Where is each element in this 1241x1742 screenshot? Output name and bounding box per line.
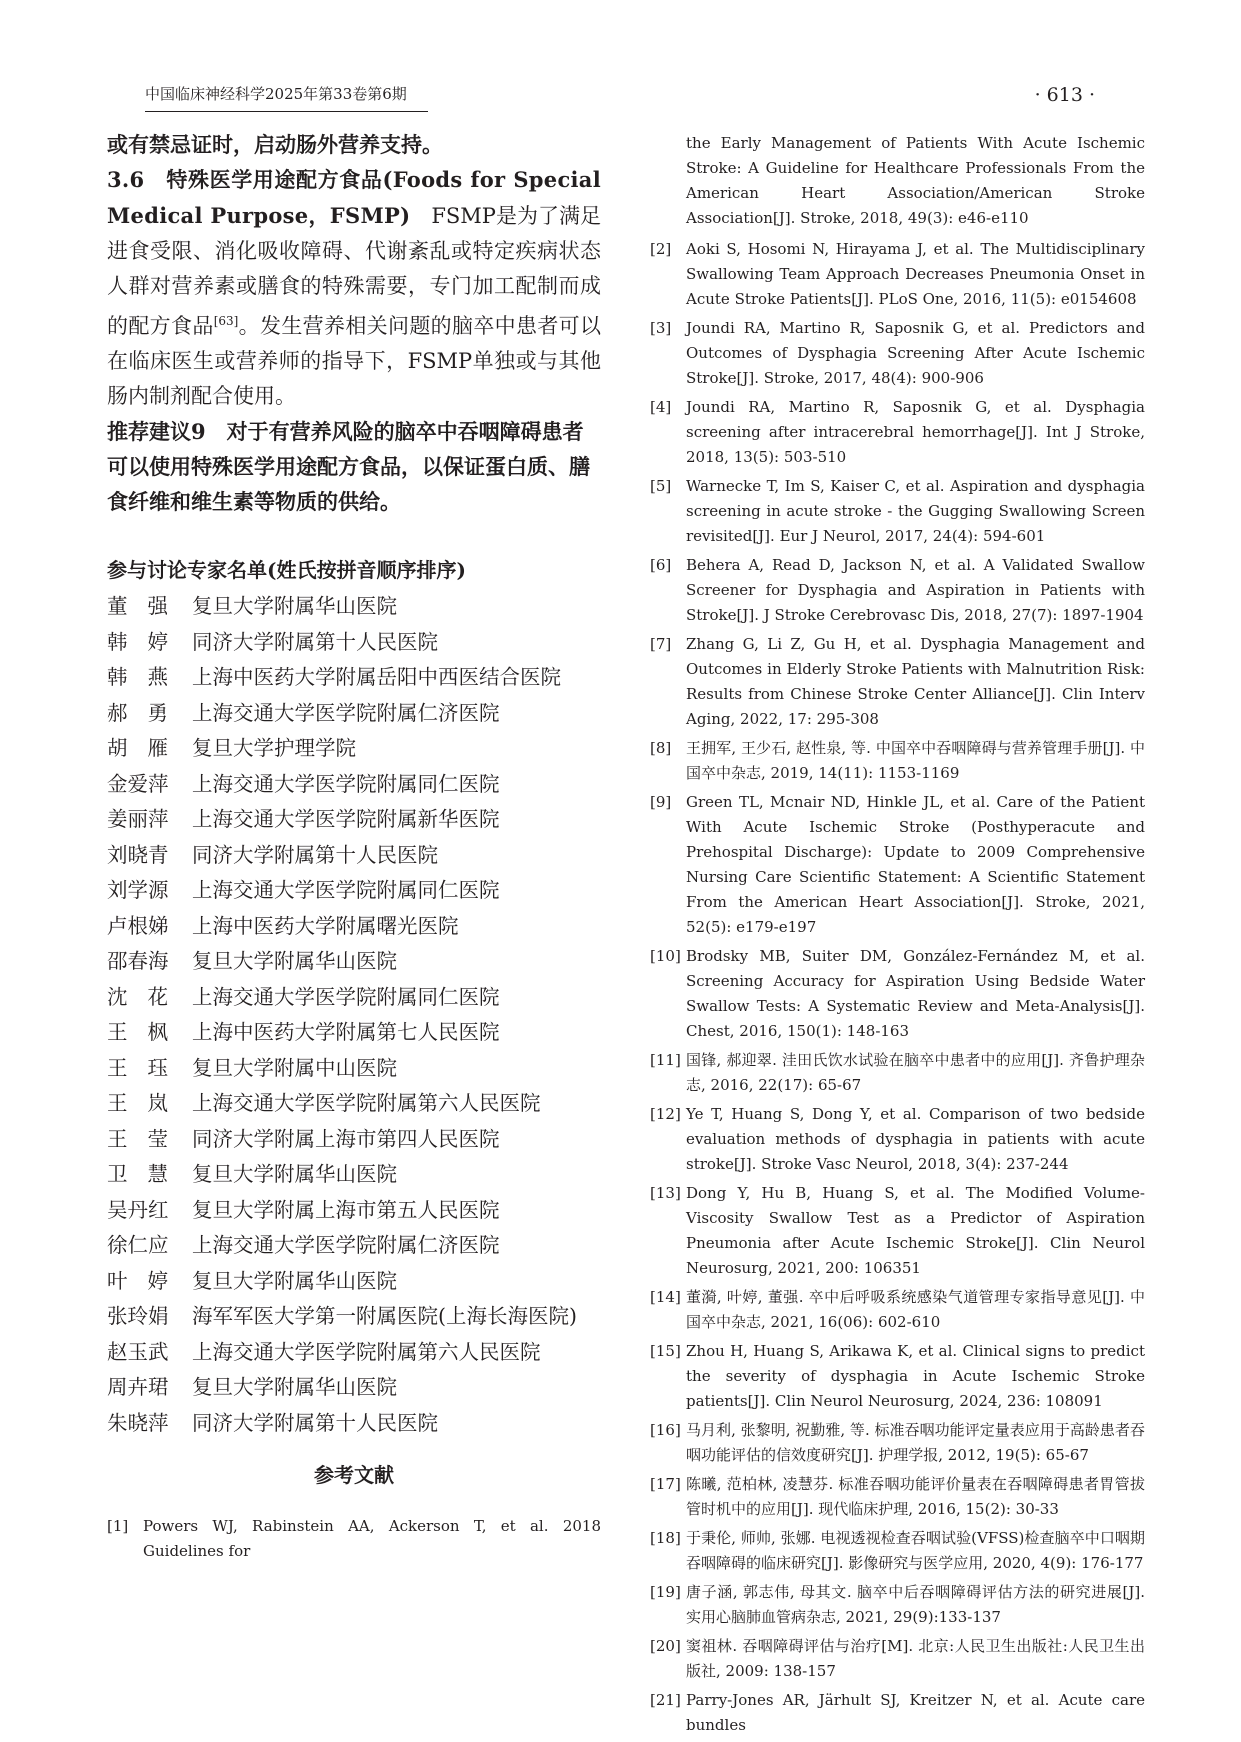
reference-number: [2]: [650, 240, 672, 258]
expert-row: [107, 1051, 601, 1087]
reference-number: [12]: [650, 1105, 681, 1123]
reference-number: [4]: [650, 398, 672, 416]
expert-row: [107, 944, 601, 980]
expert-name: 王珏: [107, 1055, 188, 1080]
expert-row: [107, 980, 601, 1016]
expert-name: 韩婷: [107, 629, 188, 654]
expert-name: 郝勇: [107, 700, 188, 725]
reference-text: 国锋, 郝迎翠. 洼田氏饮水试验在脑卒中患者中的应用[J]. 齐鲁护理杂志, 2016, 22(17): 65-67: [686, 1051, 1145, 1094]
reference-number: [3]: [650, 319, 672, 337]
running-header-journal: 中国临床神经科学2025年第33卷第6期: [145, 83, 428, 112]
expert-hospital: 复旦大学附属华山医院: [192, 1375, 397, 1399]
reference-text: Green TL, Mcnair ND, Hinkle JL, et al. Care of the Patient With Acute Ischemic Stroke (Posthyperacute and Prehospital Discharge): Update to 2009 Comprehensive Nursing Care Scientific Statement: A Scientific Statement From the American Heart Association[J]. Stroke, 2021, 52(5): e179-e197: [686, 793, 1145, 936]
expert-row: [107, 802, 601, 838]
reference-text: 于秉伦, 师帅, 张娜. 电视透视检查吞咽试验(VFSS)检查脑卒中口咽期吞咽障碍的临床研究[J]. 影像研究与医学应用, 2020, 4(9): 176-177: [686, 1529, 1145, 1572]
expert-name: 周卉珺: [107, 1375, 169, 1399]
expert-row: [107, 1193, 601, 1229]
expert-row: [107, 1015, 601, 1051]
reference-text: Zhang G, Li Z, Gu H, et al. Dysphagia Management and Outcomes in Elderly Stroke Patients with Malnutrition Risk: Results from Chinese Stroke Center Alliance[J]. Clin Interv Aging, 2022, 17: 295-308: [686, 635, 1145, 728]
expert-name: 刘晓青: [107, 842, 169, 867]
expert-row: [107, 838, 601, 874]
expert-row: [107, 660, 601, 696]
reference-item: [650, 1472, 1145, 1522]
expert-name: 邵春海: [107, 949, 169, 973]
reference-text: Joundi RA, Martino R, Saposnik G, et al. Predictors and Outcomes of Dysphagia Screening After Acute Ischemic Stroke[J]. Stroke, 2017, 48(4): 900-906: [686, 319, 1145, 387]
reference-text: Dong Y, Hu B, Huang S, et al. The Modified Volume-Viscosity Swallow Test as a Predictor of Aspiration Pneumonia after Acute Ischemic Stroke[J]. Clin Neurol Neurosurg, 2021, 200: 106351: [686, 1184, 1145, 1277]
expert-hospital: 上海交通大学医学院附属仁济医院: [192, 700, 500, 725]
expert-hospital: 上海中医药大学附属曙光医院: [192, 913, 459, 938]
reference-number: [17]: [650, 1475, 681, 1493]
section-3-6-text-2: 。发生营养相关问题的脑卒中患者可以在临床医生或营养师的指导下，FSMP单独或与其他肠内制剂配合使用。: [107, 314, 602, 408]
expert-hospital: 复旦大学附属华山医院: [192, 1162, 397, 1186]
reference-item: [650, 474, 1145, 549]
expert-name: 金爱萍: [107, 771, 169, 796]
reference-number: [14]: [650, 1288, 681, 1306]
reference-text: Zhou H, Huang S, Arikawa K, et al. Clinical signs to predict the severity of dysphagia in Acute Ischemic Stroke patients[J]. Clin Neurol Neurosurg, 2024, 236: 108091: [686, 1342, 1145, 1410]
reference-text: Parry-Jones AR, Järhult SJ, Kreitzer N, et al. Acute care bundles: [686, 1691, 1145, 1734]
reference-item: [650, 1580, 1145, 1630]
reference-item: [650, 1339, 1145, 1414]
expert-name: 刘学源: [107, 878, 169, 902]
expert-hospital: 复旦大学附属华山医院: [192, 949, 397, 973]
expert-row: [107, 1228, 601, 1264]
reference-number: [13]: [650, 1184, 681, 1202]
expert-name: 朱晓萍: [107, 1410, 169, 1435]
expert-hospital: 上海交通大学医学院附属同仁医院: [192, 984, 500, 1009]
reference-item: [650, 1526, 1145, 1576]
expert-row: [107, 1264, 601, 1300]
reference-1-continued: the Early Management of Patients With Acute Ischemic Stroke: A Guideline for Healthcare Professionals From the American Heart Association/American Stroke Association[J]. Stroke, 2018, 49(3): e46-e110: [686, 134, 1145, 227]
reference-item: [650, 790, 1145, 940]
expert-row: [107, 1157, 601, 1193]
expert-row: [107, 1370, 601, 1406]
expert-name: 吴丹红: [107, 1197, 169, 1222]
right-column: [650, 131, 1145, 1742]
reference-text: Joundi RA, Martino R, Saposnik G, et al. Dysphagia screening after intracerebral hemorrhage[J]. Int J Stroke, 2018, 13(5): 503-510: [686, 398, 1145, 466]
reference-item: [650, 395, 1145, 470]
reference-number: [6]: [650, 556, 672, 574]
reference-number: [15]: [650, 1342, 681, 1360]
reference-item: [650, 553, 1145, 628]
expert-row: [107, 1299, 601, 1335]
expert-hospital: 复旦大学护理学院: [192, 736, 356, 760]
expert-name: 叶婷: [107, 1268, 188, 1293]
expert-name: 赵玉武: [107, 1339, 169, 1364]
reference-text: 马月利, 张黎明, 祝勤雅, 等. 标准吞咽功能评定量表应用于高龄患者吞咽功能评估的信效度研究[J]. 护理学报, 2012, 19(5): 65-67: [686, 1421, 1145, 1464]
reference-number: [21]: [650, 1691, 681, 1709]
reference-number: [10]: [650, 947, 681, 965]
reference-text: 王拥军, 王少石, 赵性泉, 等. 中国卒中吞咽障碍与营养管理手册[J]. 中国卒中杂志, 2019, 14(11): 1153-1169: [686, 739, 1145, 782]
reference-item: [650, 316, 1145, 391]
reference-item: [650, 1688, 1145, 1738]
reference-item: [650, 237, 1145, 312]
expert-hospital: 上海交通大学医学院附属第六人民医院: [192, 1339, 541, 1364]
expert-row: [107, 625, 601, 661]
reference-text: 唐子涵, 郭志伟, 母其文. 脑卒中后吞咽障碍评估方法的研究进展[J]. 实用心脑肺血管病杂志, 2021, 29(9):133-137: [686, 1583, 1145, 1626]
expert-row: [107, 1086, 601, 1122]
reference-number: [19]: [650, 1583, 681, 1601]
reference-item: [650, 1285, 1145, 1335]
expert-hospital: 上海交通大学医学院附属同仁医院: [192, 771, 500, 796]
reference-number: [5]: [650, 477, 672, 495]
reference-text: 陈曦, 范柏林, 凌慧芬. 标准吞咽功能评价量表在吞咽障碍患者胃管拔管时机中的应用[J]. 现代临床护理, 2016, 15(2): 30-33: [686, 1475, 1145, 1518]
reference-item: [650, 1048, 1145, 1098]
reference-text: Behera A, Read D, Jackson N, et al. A Validated Swallow Screener for Dysphagia and Aspiration in Patients with Stroke[J]. J Stroke Cerebrovasc Dis, 2018, 27(7): 1897-1904: [686, 556, 1145, 624]
reference-item: [107, 1514, 601, 1564]
reference-text: Ye T, Huang S, Dong Y, et al. Comparison of two bedside evaluation methods of dysphagia in patients with acute stroke[J]. Stroke Vasc Neurol, 2018, 3(4): 237-244: [686, 1105, 1145, 1173]
expert-row: [107, 589, 601, 625]
expert-hospital: 同济大学附属第十人民医院: [192, 629, 438, 654]
reference-text: 董漪, 叶婷, 董强. 卒中后呼吸系统感染气道管理专家指导意见[J]. 中国卒中杂志, 2021, 16(06): 602-610: [686, 1288, 1145, 1331]
references-heading: 参考文献: [314, 1463, 394, 1487]
expert-row: [107, 873, 601, 909]
expert-row: [107, 909, 601, 945]
experts-heading: 参与讨论专家名单(姓氏按拼音顺序排序): [107, 558, 466, 582]
expert-name: 卫慧: [107, 1162, 188, 1186]
experts-list: [107, 589, 601, 1441]
expert-name: 王莹: [107, 1126, 188, 1151]
expert-hospital: 复旦大学附属华山医院: [192, 1268, 397, 1293]
expert-name: 胡雁: [107, 736, 188, 760]
expert-hospital: 上海交通大学医学院附属仁济医院: [192, 1233, 500, 1257]
reference-number: [11]: [650, 1051, 681, 1069]
reference-number: [1]: [107, 1517, 129, 1535]
reference-number: [16]: [650, 1421, 681, 1439]
expert-hospital: 上海交通大学医学院附属新华医院: [192, 807, 500, 831]
expert-name: 董强: [107, 594, 188, 618]
expert-row: [107, 696, 601, 732]
citation-63: [63]: [213, 314, 239, 328]
reference-number: [20]: [650, 1637, 681, 1655]
reference-number: [8]: [650, 739, 672, 757]
reference-item: [650, 1102, 1145, 1177]
reference-item: [650, 1634, 1145, 1684]
reference-text: Warnecke T, Im S, Kaiser C, et al. Aspiration and dysphagia screening in acute stroke - the Gugging Swallowing Screen revisited[J]. Eur J Neurol, 2017, 24(4): 594-601: [686, 477, 1145, 545]
reference-text: Powers WJ, Rabinstein AA, Ackerson T, et al. 2018 Guidelines for: [143, 1517, 601, 1560]
reference-text: 窦祖林. 吞咽障碍评估与治疗[M]. 北京:人民卫生出版社:人民卫生出版社, 2009: 138-157: [686, 1637, 1145, 1680]
expert-hospital: 同济大学附属第十人民医院: [192, 842, 438, 867]
reference-item: [650, 632, 1145, 732]
expert-row: [107, 1406, 601, 1442]
expert-row: [107, 731, 601, 767]
expert-hospital: 复旦大学附属上海市第五人民医院: [192, 1197, 500, 1222]
expert-name: 韩燕: [107, 665, 188, 689]
expert-hospital: 上海交通大学医学院附属第六人民医院: [192, 1091, 541, 1115]
expert-name: 沈花: [107, 984, 188, 1009]
expert-hospital: 海军军医大学第一附属医院(上海长海医院): [192, 1304, 577, 1328]
expert-hospital: 同济大学附属上海市第四人民医院: [192, 1126, 500, 1151]
expert-row: [107, 1122, 601, 1158]
recommendation-9: 推荐建议9 对于有营养风险的脑卒中吞咽障碍患者可以使用特殊医学用途配方食品，以保证蛋白质、膳食纤维和维生素等物质的供给。: [107, 419, 590, 514]
section-3-6-heading: 3.6 特殊医学用途配方食品(Foods for Special Medical Purpose，FSMP): [107, 167, 601, 228]
expert-name: 姜丽萍: [107, 807, 169, 831]
expert-name: 王岚: [107, 1091, 188, 1115]
section-3-6: [107, 162, 601, 414]
expert-name: 卢根娣: [107, 913, 169, 938]
expert-hospital: 上海中医药大学附属第七人民医院: [192, 1020, 500, 1044]
expert-row: [107, 1335, 601, 1371]
reference-item: [650, 1418, 1145, 1468]
reference-item: [650, 944, 1145, 1044]
reference-number: [7]: [650, 635, 672, 653]
paragraph-parenteral: 或有禁忌证时，启动肠外营养支持。: [107, 132, 443, 157]
expert-hospital: 上海交通大学医学院附属同仁医院: [192, 878, 500, 902]
reference-item: [650, 1181, 1145, 1281]
reference-number: [18]: [650, 1529, 681, 1547]
reference-text: Aoki S, Hosomi N, Hirayama J, et al. The Multidisciplinary Swallowing Team Approach Decreases Pneumonia Onset in Acute Stroke Patients[J]. PLoS One, 2016, 11(5): e0154608: [686, 240, 1145, 308]
expert-hospital: 复旦大学附属华山医院: [192, 594, 397, 618]
expert-hospital: 同济大学附属第十人民医院: [192, 1410, 438, 1435]
reference-number: [9]: [650, 793, 672, 811]
reference-item: [650, 736, 1145, 786]
expert-name: 王枫: [107, 1020, 188, 1044]
reference-text: Brodsky MB, Suiter DM, González-Fernández M, et al. Screening Accuracy for Aspiration Using Bedside Water Swallow Tests: A Systematic Review and Meta-Analysis[J]. Chest, 2016, 150(1): 148-163: [686, 947, 1145, 1040]
section-3-6-text: FSMP是为了满足进食受限、消化吸收障碍、代谢紊乱或特定疾病状态人群对营养素或膳食的特殊需要，专门加工配制而成的配方食品: [107, 204, 601, 338]
left-column: [107, 128, 601, 1568]
expert-hospital: 复旦大学附属中山医院: [192, 1055, 397, 1080]
expert-name: 张玲娟: [107, 1304, 169, 1328]
expert-name: 徐仁应: [107, 1233, 169, 1257]
expert-hospital: 上海中医药大学附属岳阳中西医结合医院: [192, 665, 561, 689]
references-list: [650, 237, 1145, 1738]
page-number: · 613 ·: [1034, 84, 1095, 106]
expert-row: [107, 767, 601, 803]
